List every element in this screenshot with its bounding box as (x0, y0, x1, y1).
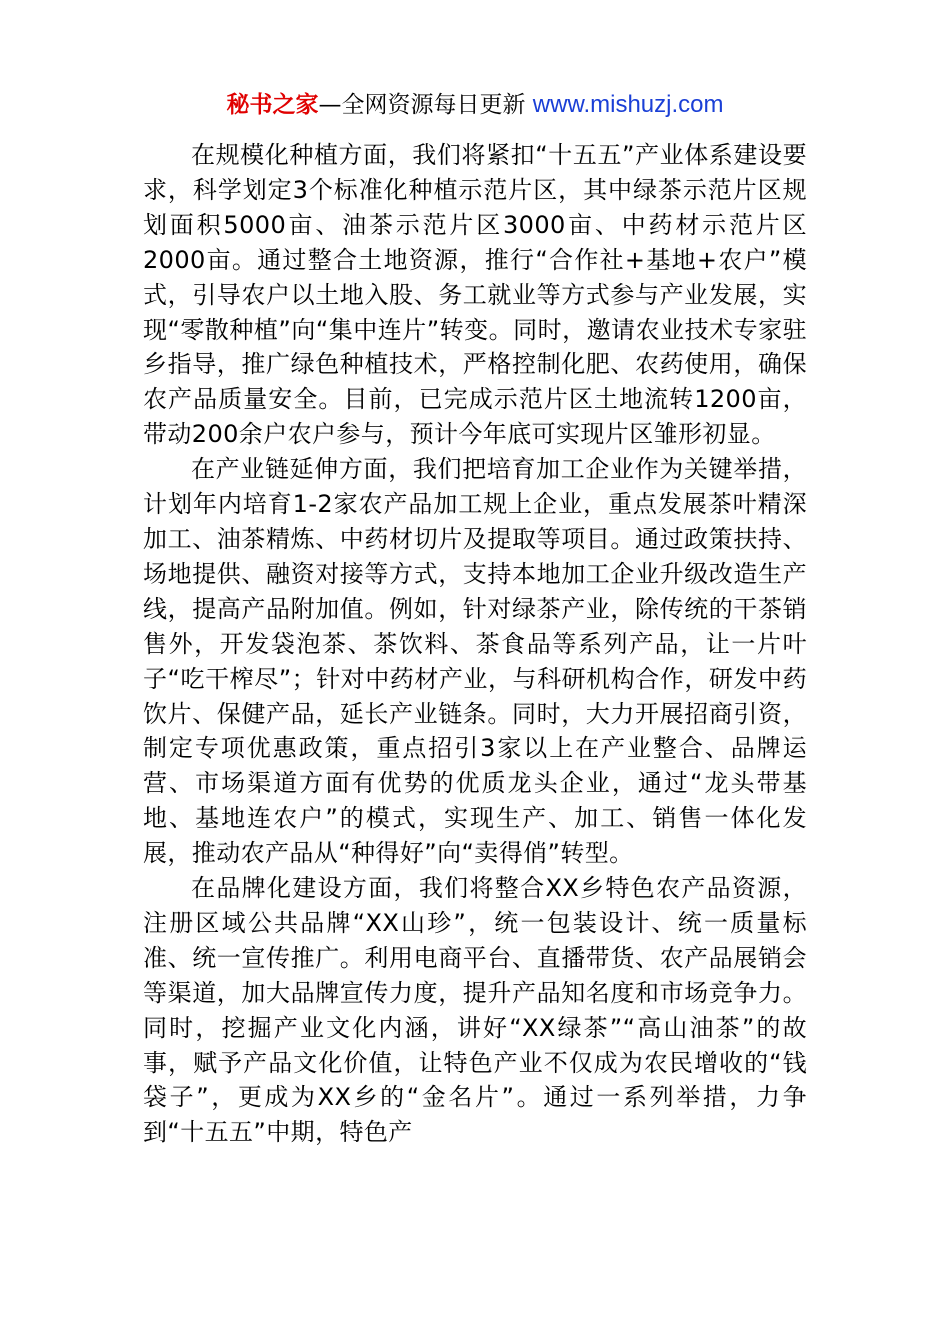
header-tagline: —全网资源每日更新 (318, 92, 533, 118)
paragraph-planting: 在规模化种植方面，我们将紧扣“十五五”产业体系建设要求，科学划定3个标准化种植示范片区，其中绿茶示范片区规划面积5000亩、油茶示范片区3000亩、中药材示范片区2000亩。通过整合土地资源，推行“合作社+基地+农户”模式，引导农户以土地入股、务工就业等方式参与产业发展，实现“零散种植”向“集中连片”转变。同时，邀请农业技术专家驻乡指导，推广绿色种植技术，严格控制化肥、农药使用，确保农产品质量安全。目前，已完成示范片区土地流转1200亩，带动200余户农户参与，预计今年底可实现片区雏形初显。 (143, 141, 807, 449)
paragraph-branding: 在品牌化建设方面，我们将整合XX乡特色农产品资源，注册区域公共品牌“XX山珍”，统一包装设计、统一质量标准、统一宣传推广。利用电商平台、直播带货、农产品展销会等渠道，加大品牌宣传力度，提升产品知名度和市场竞争力。同时，挖掘产业文化内涵，讲好“XX绿茶”“高山油茶”的故事，赋予产品文化价值，让特色产业不仅成为农民增收的“钱袋子”，更成为XX乡的“金名片”。通过一系列举措，力争到“十五五”中期，特色产 (143, 874, 807, 1147)
website-url: www.mishuzj.com (532, 91, 724, 118)
paragraph-industry-chain: 在产业链延伸方面，我们把培育加工企业作为关键举措，计划年内培育1-2家农产品加工规上企业，重点发展茶叶精深加工、油茶精炼、中药材切片及提取等项目。通过政策扶持、场地提供、融资对接等方式，支持本地加工企业升级改造生产线，提高产品附加值。例如，针对绿茶产业，除传统的干茶销售外，开发袋泡茶、茶饮料、茶食品等系列产品，让一片叶子“吃干榨尽”；针对中药材产业，与科研机构合作，研发中药饮片、保健产品，延长产业链条。同时，大力开展招商引资，制定专项优惠政策，重点招引3家以上在产业整合、品牌运营、市场渠道方面有优势的优质龙头企业，通过“龙头带基地、基地连农户”的模式，实现生产、加工、销售一体化发展，推动农产品从“种得好”向“卖得俏”转型。 (143, 455, 807, 868)
document-body (143, 138, 807, 1150)
page-header (0, 88, 950, 122)
brand-name: 秘书之家 (226, 92, 319, 118)
